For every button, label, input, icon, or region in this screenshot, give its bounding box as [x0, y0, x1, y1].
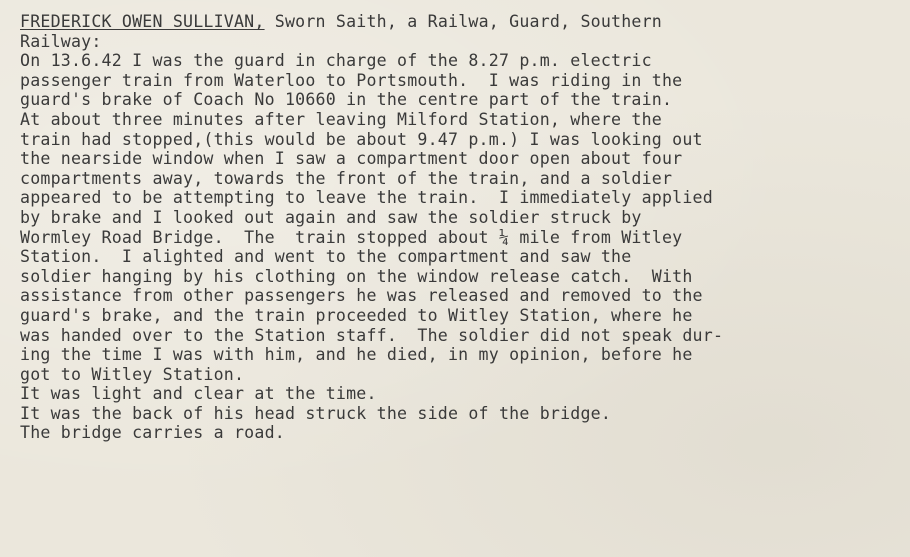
- witness-statement: [20, 12, 900, 443]
- statement-line: At about three minutes after leaving Milford Station, where the: [20, 109, 662, 129]
- statement-line: It was light and clear at the time.: [20, 384, 377, 404]
- statement-line: by brake and I looked out again and saw the soldier struck by: [20, 207, 642, 227]
- statement-line: train had stopped,(this would be about 9.47 p.m.) I was looking out: [20, 129, 703, 149]
- statement-line: The bridge carries a road.: [20, 423, 285, 443]
- statement-line: appeared to be attempting to leave the train. I immediately applied: [20, 188, 713, 208]
- statement-line: Station. I alighted and went to the compartment and saw the: [20, 247, 632, 267]
- heading-text: Sworn Saith, a Railwa, Guard, Southern: [264, 12, 662, 31]
- statement-line: assistance from other passengers he was released and removed to the: [20, 286, 703, 306]
- statement-line: soldier hanging by his clothing on the window release catch. With: [20, 266, 693, 286]
- statement-line: On 13.6.42 I was the guard in charge of the 8.27 p.m. electric: [20, 51, 652, 71]
- statement-line: guard's brake, and the train proceeded to Witley Station, where he: [20, 305, 693, 325]
- statement-line: passenger train from Waterloo to Portsmouth. I was riding in the: [20, 70, 683, 90]
- statement-line: guard's brake of Coach No 10660 in the centre part of the train.: [20, 90, 673, 110]
- statement-line: Wormley Road Bridge. The train stopped about ¼ mile from Witley: [20, 227, 683, 247]
- statement-line: was handed over to the Station staff. The soldier did not speak dur-: [20, 325, 724, 345]
- statement-heading-line: [20, 12, 900, 32]
- statement-line: got to Witley Station.: [20, 364, 245, 384]
- statement-line: It was the back of his head struck the side of the bridge.: [20, 403, 612, 423]
- deponent-name: FREDERICK OWEN SULLIVAN,: [20, 12, 265, 31]
- statement-line: compartments away, towards the front of the train, and a soldier: [20, 168, 673, 188]
- statement-line: the nearside window when I saw a compartment door open about four: [20, 149, 683, 169]
- statement-line: Railway:: [20, 31, 102, 51]
- statement-line: ing the time I was with him, and he died, in my opinion, before he: [20, 345, 693, 365]
